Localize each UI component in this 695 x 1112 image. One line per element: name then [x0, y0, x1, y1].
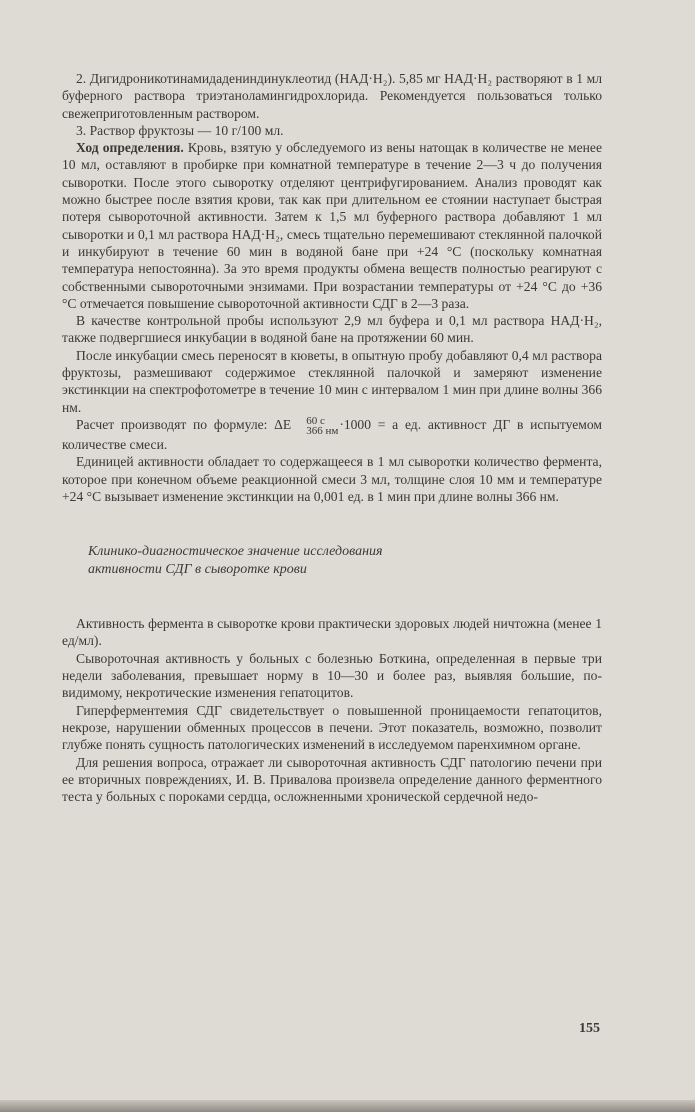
- formula-sup: 60 с: [306, 414, 325, 427]
- paragraph-reagent-3: 3. Раствор фруктозы — 10 г/100 мл.: [76, 122, 284, 138]
- section-heading: [88, 543, 602, 579]
- formula-indices: [292, 416, 338, 436]
- paragraph-reagent-2: 2. Дигидроникотинамидадениндинуклеотид (НАД·Н₂). 5,85 мг НАД·Н₂ растворяют в 1 мл буферного раствора триэтаноламингидрохлорида. Рекомендуется пользоваться только свежеприготовленным раствором.: [62, 71, 602, 121]
- formula-sub: 366 нм: [306, 424, 339, 437]
- paragraph-hyperfermentemia: Гиперферментемия СДГ свидетельствует о повышенной проницаемости гепатоцитов, некрозе, нарушении обменных процессов в печени. Этот показатель, возможно, позволит глубже понять сущность патологических изменений в исследуемом паренхимном органе.: [62, 702, 602, 753]
- paragraph-formula: [62, 416, 602, 453]
- paragraph-control: В качестве контрольной пробы используют 2,9 мл буфера и 0,1 мл раствора НАД·Н₂, также подвергшиеся инкубации в водяной бане на протяжении 60 мин.: [62, 313, 602, 346]
- formula-start: Расчет производят по формуле: ΔЕ: [76, 417, 292, 433]
- text-block: [62, 70, 602, 805]
- paragraph-unit-definition: Единицей активности обладает то содержащееся в 1 мл сыворотки количество фермента, которое при конечном объеме реакционной смеси 3 мл, толщине слоя 10 мм и температуре +24 °С вызывает изменение экстинкции на 0,001 ед. в 1 мин при длине волны 366 нм.: [62, 454, 602, 504]
- formula-end: ·1000 = а ед. активност ДГ в испытуемом количестве смеси.: [62, 417, 602, 452]
- heading-line-1: Клинико-диагностическое значение исследования: [88, 544, 383, 560]
- heading-line-2: активности СДГ в сыворотке крови: [88, 562, 307, 578]
- paragraph-incubation: После инкубации смесь переносят в кюветы, в опытную пробу добавляют 0,4 мл раствора фруктозы, размешивают содержимое стеклянной палочкой и замеряют изменение экстинкции на спектрофотометре в течение 10 мин с интервалом 1 мин при длине волны 366 нм.: [62, 347, 602, 415]
- paragraph-norm: Активность фермента в сыворотке крови практически здоровых людей ничтожна (менее 1 ед/мл).: [62, 616, 602, 649]
- paragraph-botkin: Сывороточная активность у больных с болезнью Боткина, определенная в первые три недели заболевания, превышает норму в 10—30 и более раз, выявляя большие, по-видимому, некротические изменения гепатоцитов.: [62, 650, 602, 701]
- page-bottom-edge: [0, 1100, 695, 1112]
- procedure-text: Кровь, взятую у обследуемого из вены натощак в количестве не менее 10 мл, оставляют в пробирке при комнатной температуре в течение 2—3 ч до получения сыворотки. После этого сыворотку отделяют центрифугированием. Анализ проводят как можно быстрее после взятия крови, так как при длительном ее стоянии наступает быстрая потеря сывороточной активности. Затем к 1,5 мл буферного раствора добавляют 1 мл сыворотки и 0,1 мл раствора НАД·Н₂, смесь тщательно перемешивают стеклянной палочкой и инкубируют в течение 60 мин в водяной бане при +24 °С (поскольку комнатная температура непостоянна). За это время продукты обмена веществ полностью реагируют с собственными сывороточными энзимами. При возрастании температуры от +24 °С до +36 °С отмечается повышение сывороточной активности СДГ в 2—3 раза.: [62, 140, 602, 311]
- paragraph-privalova: Для решения вопроса, отражает ли сывороточная активность СДГ патологию печени при ее вторичных повреждениях, И. В. Привалова произвела определение данного ферментного теста у больных с пороками сердца, осложненными хронической сердечной недо-: [62, 754, 602, 805]
- procedure-title: Ход определения.: [76, 140, 184, 156]
- paragraph-procedure: [62, 139, 602, 312]
- page-number: 155: [579, 1021, 600, 1036]
